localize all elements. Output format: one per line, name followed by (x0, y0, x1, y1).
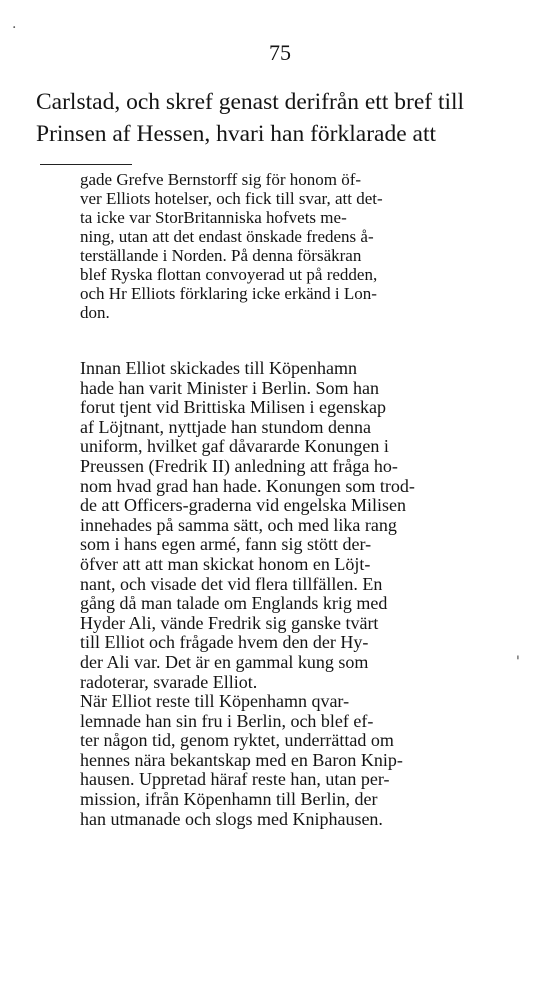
body-line: nom hvad grad han hade. Konungen som trod- (80, 475, 415, 496)
body-line: radoterar, svarade Elliot. (80, 671, 258, 692)
page-number: 75 (269, 40, 291, 65)
body-line: nant, och visade det vid flera tillfällen. En (80, 573, 383, 594)
footnote-line: terställande i Norden. På denna försäkran (80, 246, 362, 265)
body-line: mission, ifrån Köpenhamn till Berlin, der (80, 789, 378, 810)
body-line: som i hans egen armé, fann sig stött der- (80, 534, 372, 555)
body-line: de att Officers-graderna vid engelska Milisen (80, 495, 407, 516)
footnote-rule (40, 164, 132, 165)
body-line: till Elliot och frågade hvem den der Hy- (80, 632, 369, 653)
body-line: innehades på samma sätt, och med lika rang (80, 514, 397, 535)
body-line: Hyder Ali, vände Fredrik sig ganske tvärt (80, 612, 379, 633)
body-line: När Elliot reste till Köpenhamn qvar- (80, 691, 350, 712)
text-line: Prinsen af Hessen, hvari han förklarade att (36, 121, 437, 147)
body-line: Preussen (Fredrik II) anledning att fråga ho- (80, 455, 398, 476)
footnote-main-body (80, 359, 505, 829)
footnote-line: ver Elliots hotelser, och fick till svar, att det- (80, 189, 383, 208)
margin-speck: · (12, 20, 17, 36)
body-line: forut tjent vid Brittiska Milisen i egenskap (80, 397, 386, 418)
margin-tick: ' (516, 654, 520, 670)
body-line: der Ali var. Det är en gammal kung som (80, 651, 369, 672)
footnote-continuation (80, 170, 505, 322)
footnote-line: ta icke var StorBritanniska hofvets me- (80, 208, 347, 227)
body-line: af Löjtnant, nyttjade han stundom denna (80, 416, 371, 437)
body-line: lemnade han sin fru i Berlin, och blef ef- (80, 710, 374, 731)
body-line: uniform, hvilket gaf dåvararde Konungen i (80, 436, 389, 457)
body-line: Innan Elliot skickades till Köpenhamn (80, 358, 357, 378)
footnote-line: blef Ryska flottan convoyerad ut på redden, (80, 265, 378, 284)
body-line: hade han varit Minister i Berlin. Som han (80, 377, 379, 398)
body-line: ter någon tid, genom ryktet, underrättad om (80, 730, 394, 751)
body-line: hausen. Uppretad häraf reste han, utan per- (80, 769, 390, 790)
footnote-line: don. (80, 303, 110, 322)
body-line: öfver att att man skickat honom en Löjt- (80, 553, 371, 574)
body-line: han utmanade och slogs med Kniphausen. (80, 808, 383, 829)
footnote-line: ning, utan att det endast önskade fredens å- (80, 227, 374, 246)
footnote-line: och Hr Elliots förklaring icke erkänd i Lon- (80, 284, 377, 303)
text-line: Carlstad, och skref genast derifrån ett bref till (36, 89, 465, 115)
body-line: hennes nära bekantskap med en Baron Knip- (80, 749, 403, 770)
main-text-top (36, 86, 506, 150)
body-line: gång då man talade om Englands krig med (80, 593, 388, 614)
footnote-line: gade Grefve Bernstorff sig för honom öf- (80, 170, 362, 189)
